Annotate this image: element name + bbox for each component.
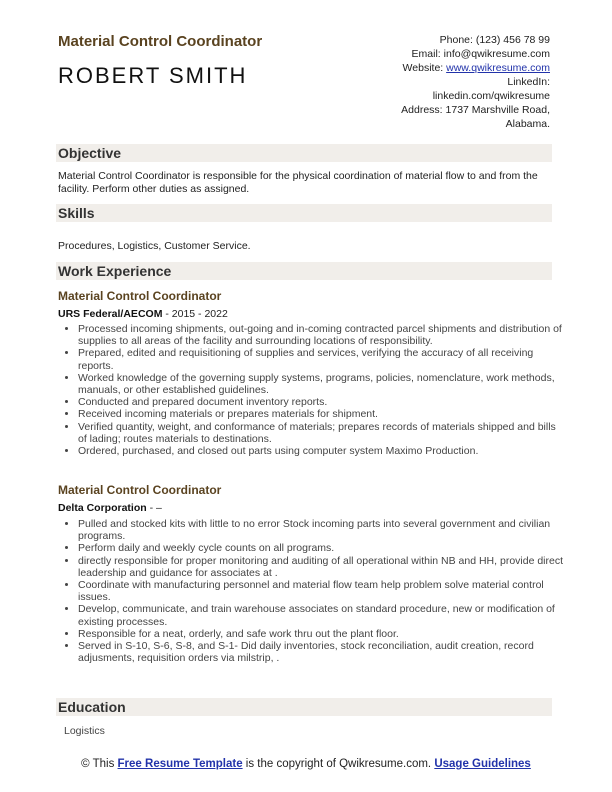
contact-phone bbox=[330, 33, 550, 47]
contact-block bbox=[330, 33, 550, 131]
header-job-title: Material Control Coordinator bbox=[58, 33, 263, 50]
address-line1: 1737 Marshville Road, bbox=[445, 104, 550, 116]
list-item: • Worked knowledge of the governing supply systems, programs, policies, nomenclature, work methods, manuals, or other established guidelines. bbox=[78, 372, 564, 396]
list-item: • Processed incoming shipments, out-going and in-coming contracted parcel shipments and distribution of supplies to all areas of the facility and surrounding locations of responsibility. bbox=[78, 323, 564, 347]
experience-1-dates: - 2015 - 2022 bbox=[162, 308, 228, 320]
section-title-skills: Skills bbox=[58, 205, 95, 221]
list-item: • Served in S-10, S-6, S-8, and S-1- Did daily inventories, stock reconciliation, audit creation, record adjusments, requisition orders via milstrip, . bbox=[78, 640, 564, 664]
experience-2-company: Delta Corporation bbox=[58, 502, 147, 514]
list-item: • directly responsible for proper monitoring and auditing of all operational within NB and HH, provide direct leadership and guidance for associates at . bbox=[78, 555, 564, 579]
section-work-experience bbox=[56, 262, 552, 280]
website-link[interactable]: www.qwikresume.com bbox=[446, 62, 550, 74]
section-objective bbox=[56, 144, 552, 162]
footer-prefix: © This bbox=[81, 758, 118, 770]
skills-text: Procedures, Logistics, Customer Service. bbox=[58, 240, 251, 252]
email-value: info@qwikresume.com bbox=[443, 48, 550, 60]
list-item: • Ordered, purchased, and closed out parts using computer system Maximo Production. bbox=[78, 445, 564, 457]
address-label: Address: bbox=[401, 104, 443, 116]
list-item: • Received incoming materials or prepares materials for shipment. bbox=[78, 408, 564, 420]
contact-website bbox=[330, 61, 550, 75]
list-item: • Develop, communicate, and train warehouse associates on standard procedure, new or modification of existing processes. bbox=[78, 603, 564, 627]
list-item: • Pulled and stocked kits with little to no error Stock incoming parts into several government and civilian programs. bbox=[78, 518, 564, 542]
list-item: • Verified quantity, weight, and conformance of materials; prepares records of materials shipped and bills of lading; routes materials to destinations. bbox=[78, 421, 564, 445]
list-item: • Prepared, edited and requisitioning of supplies and services, verifying the accuracy of all receiving reports. bbox=[78, 347, 564, 371]
footer-middle: is the copyright of Qwikresume.com. bbox=[242, 758, 435, 770]
address-line2: Alabama. bbox=[505, 118, 550, 130]
copyright-footer bbox=[58, 757, 554, 771]
email-label: Email: bbox=[411, 48, 441, 60]
list-item: • Coordinate with manufacturing personnel and material flow team help problem solve material control issues. bbox=[78, 579, 564, 603]
linkedin-label: LinkedIn: bbox=[507, 76, 550, 88]
experience-1-duties bbox=[62, 323, 564, 457]
website-label: Website: bbox=[402, 62, 444, 74]
list-item: • Conducted and prepared document inventory reports. bbox=[78, 396, 564, 408]
section-title-work-experience: Work Experience bbox=[58, 263, 172, 279]
list-item: • Perform daily and weekly cycle counts on all programs. bbox=[78, 542, 564, 554]
experience-1-title: Material Control Coordinator bbox=[58, 289, 222, 303]
contact-email bbox=[330, 47, 550, 61]
objective-text: Material Control Coordinator is responsible for the physical coordination of material flow to and from the facility. Perform other duties as assigned. bbox=[58, 170, 538, 195]
phone-label: Phone: bbox=[439, 34, 473, 46]
experience-1-company-line bbox=[58, 308, 228, 320]
free-resume-template-link[interactable]: Free Resume Template bbox=[117, 758, 243, 770]
phone-value: (123) 456 78 99 bbox=[475, 34, 550, 46]
section-title-education: Education bbox=[58, 699, 126, 715]
usage-guidelines-link[interactable]: Usage Guidelines bbox=[434, 758, 531, 770]
candidate-name: ROBERT SMITH bbox=[58, 63, 248, 88]
experience-1-company: URS Federal/AECOM bbox=[58, 308, 163, 320]
experience-2-duties bbox=[62, 518, 564, 664]
education-text: Logistics bbox=[64, 725, 105, 737]
experience-2-title: Material Control Coordinator bbox=[58, 483, 222, 497]
section-skills bbox=[56, 204, 552, 222]
experience-2-company-line bbox=[58, 502, 162, 514]
linkedin-value: linkedin.com/qwikresume bbox=[432, 90, 550, 102]
list-item: • Responsible for a neat, orderly, and safe work thru out the plant floor. bbox=[78, 628, 564, 640]
section-education bbox=[56, 698, 552, 716]
experience-2-dates: - – bbox=[146, 502, 162, 514]
contact-address bbox=[330, 103, 550, 117]
section-title-objective: Objective bbox=[58, 145, 122, 161]
